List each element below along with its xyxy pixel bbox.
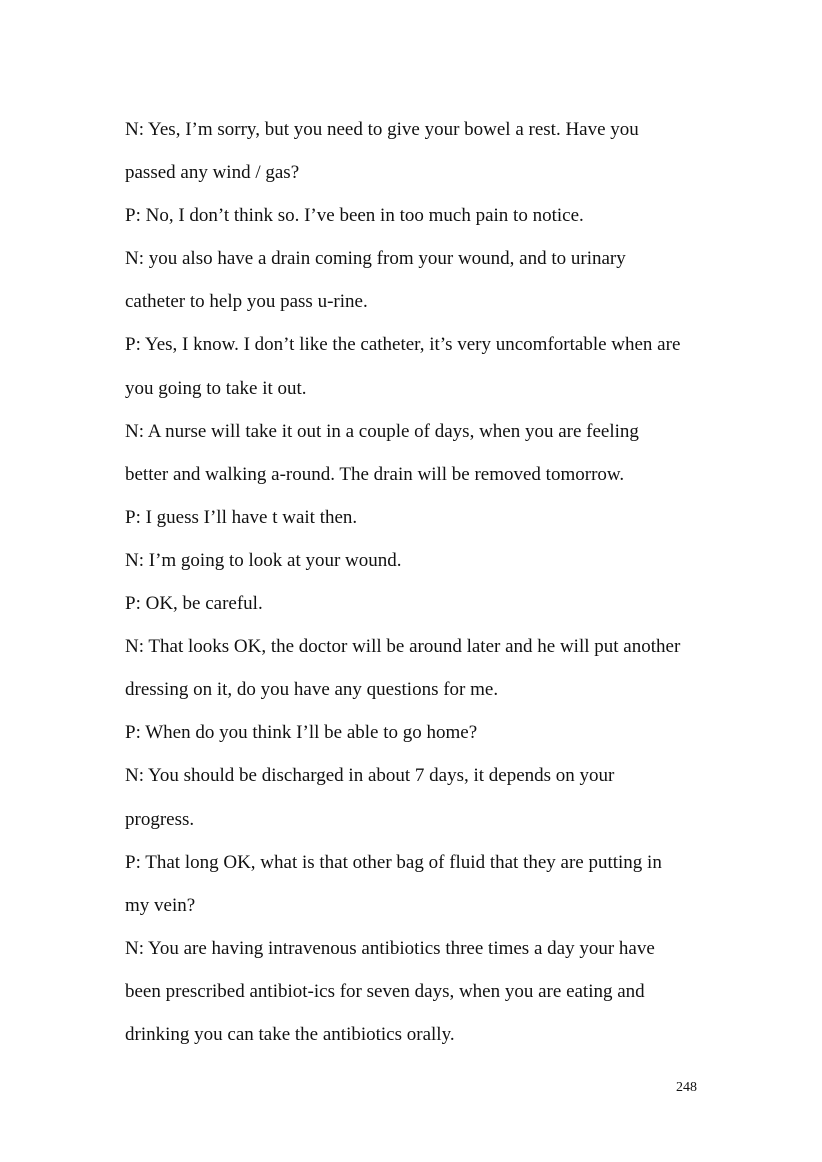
dialogue-line: N: Yes, I’m sorry, but you need to give your bowel a rest. Have you — [125, 119, 639, 140]
dialogue-line: N: You are having intravenous antibiotics three times a day your have — [125, 937, 655, 959]
dialogue-line: N: A nurse will take it out in a couple of days, when you are feeling — [125, 420, 639, 442]
dialogue-text — [125, 108, 725, 1056]
dialogue-line: P: That long OK, what is that other bag of fluid that they are putting in — [125, 851, 662, 873]
dialogue-line: P: When do you think I’ll be able to go home? — [125, 722, 478, 744]
dialogue-line: drinking you can take the antibiotics orally. — [125, 1023, 455, 1045]
page-number: 248 — [676, 1080, 697, 1095]
dialogue-line: dressing on it, do you have any questions for me. — [125, 679, 499, 701]
dialogue-line: P: Yes, I know. I don’t like the catheter, it’s very uncomfortable when are — [125, 334, 681, 356]
dialogue-line: N: You should be discharged in about 7 days, it depends on your — [125, 765, 615, 787]
dialogue-line: N: I’m going to look at your wound. — [125, 549, 402, 571]
dialogue-line: P: No, I don’t think so. I’ve been in too much pain to notice. — [125, 205, 584, 227]
dialogue-line: better and walking a-round. The drain will be removed tomorrow. — [125, 463, 625, 485]
dialogue-line: progress. — [125, 808, 195, 830]
dialogue-line: N: you also have a drain coming from your wound, and to urinary — [125, 248, 626, 270]
dialogue-line: passed any wind / gas? — [125, 162, 300, 184]
dialogue-line: catheter to help you pass u-rine. — [125, 291, 368, 313]
dialogue-line: P: I guess I’ll have t wait then. — [125, 506, 358, 528]
dialogue-line: my vein? — [125, 894, 196, 916]
dialogue-line: P: OK, be careful. — [125, 593, 263, 615]
dialogue-line: been prescribed antibiot-ics for seven days, when you are eating and — [125, 980, 645, 1002]
dialogue-line: N: That looks OK, the doctor will be around later and he will put another — [125, 636, 681, 658]
dialogue-line: you going to take it out. — [125, 377, 307, 399]
